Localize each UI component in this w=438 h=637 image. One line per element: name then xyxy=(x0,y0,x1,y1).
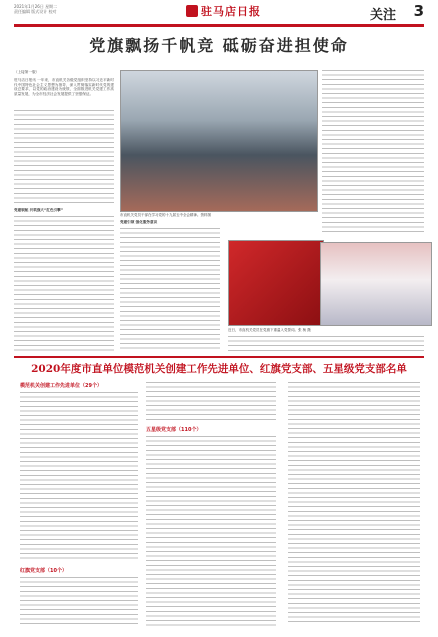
notice-group-red-flag: 红旗党支部（10个） xyxy=(20,568,67,574)
party-flag-photo xyxy=(228,240,324,326)
article-kicker: （上接第一版） xyxy=(14,70,40,74)
main-photo-caption: 市直机关党员干部在学习党的十九届五中全会精神。资料图 xyxy=(120,213,211,217)
five-star-list-col1 xyxy=(146,436,276,626)
notice-title: 2020年度市直单位模范机关创建工作先进单位、红旗党支部、五星级党支部名单 xyxy=(31,363,407,375)
article-body-col3 xyxy=(322,70,424,235)
main-photo xyxy=(120,70,318,212)
advanced-units-list-cont xyxy=(146,382,276,420)
top-divider xyxy=(14,24,424,27)
advanced-units-list xyxy=(20,392,138,560)
page-number: 3 xyxy=(413,2,424,20)
notice-group-five-star: 五星级党支部（110个） xyxy=(146,427,202,433)
notice-list xyxy=(16,382,422,630)
editor-text: 责任编辑 版式设计 校对 xyxy=(14,9,57,14)
flag-photo-caption: 近日，市直机关党员在党旗下重温入党誓词。张 桢 摄 xyxy=(228,328,311,332)
notice-divider xyxy=(14,356,424,358)
article-body-col2 xyxy=(120,228,220,351)
article-subhead-1: 党建领航 共筑强大“红色引擎” xyxy=(14,208,64,212)
article-body-tail xyxy=(228,336,424,352)
article-body-col1 xyxy=(14,110,114,205)
newspaper-logo-icon xyxy=(186,5,198,17)
date-text: 2021年1月26日 星期二 xyxy=(14,4,58,9)
page-headline: 党旗飘扬千帆竞 砥砺奋进担使命 xyxy=(89,36,349,55)
article-intro: 驻马店日报讯 一年来，市直机关各级党组织坚持以习近平新时代中国特色社会主义思想为指导，深入贯彻落实新时代党的建设总要求，以党的政治建设为统领，全面推进机关党建工作高质量发展，为全市经济社会发展提供了坚强保证。 xyxy=(14,78,114,96)
date-line xyxy=(14,4,104,14)
notice-group-advanced-units: 模范机关创建工作先进单位（29个） xyxy=(20,383,102,389)
five-star-list-col2 xyxy=(288,382,420,626)
article-body-col1b xyxy=(14,216,114,351)
masthead xyxy=(186,3,261,19)
masthead-title: 驻马店日报 xyxy=(201,5,261,18)
oath-ceremony-photo xyxy=(320,242,432,326)
section-label: 关注 xyxy=(369,8,396,23)
article-subhead-2: 党建引领 强化服务意识 xyxy=(120,220,158,224)
red-flag-list xyxy=(20,577,138,627)
